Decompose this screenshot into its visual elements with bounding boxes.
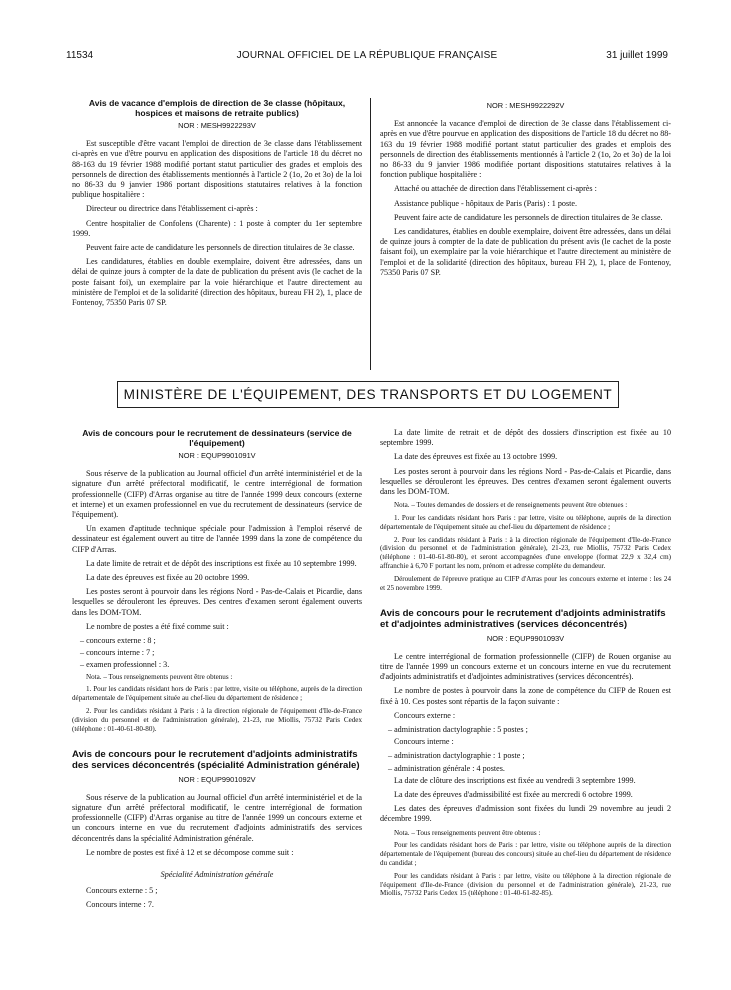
paragraph: Le nombre de postes est fixé à 12 et se décompose comme suit :: [86, 847, 294, 857]
nota-paragraph: Pour les candidats résidant hors de Paris : par lettre, visite ou téléphone auprès de la direction départementale de l'équipement (bureau des concours) située au chef-lieu du département de résidence du candidat ;: [380, 841, 671, 868]
nota-paragraph: Nota. – Tous renseignements peuvent être obtenus :: [86, 672, 233, 681]
notice-heading: Avis de concours pour le recrutement d'adjoints administratifs et d'adjointes administratives (services déconcentrés): [380, 608, 666, 630]
paragraph: Peuvent faire acte de candidature les personnels de direction titulaires de 3e classe.: [394, 212, 663, 222]
subheading: Spécialité Administration générale: [160, 870, 274, 880]
column-divider: [370, 98, 371, 370]
nor-reference: NOR : MESH9922292V: [486, 101, 565, 110]
list-item: – concours interne : 7 ;: [80, 648, 155, 658]
paragraph: Le nombre de postes à pourvoir dans la zone de compétence du CIFP de Rouen est fixé à 10. Ces postes sont répartis de la façon suivante :: [380, 686, 671, 706]
notice-heading: Avis de vacance d'emplois de direction de 3e classe (hôpitaux, hospices et maisons de retraite publics): [88, 98, 346, 118]
journal-title: JOURNAL OFFICIEL DE LA RÉPUBLIQUE FRANÇAISE: [236, 50, 498, 61]
nor-reference: NOR : MESH9922293V: [178, 121, 256, 130]
paragraph: La date des épreuves d'admissibilité est fixée au mercredi 6 octobre 1999.: [394, 790, 633, 800]
notice-heading: Avis de concours pour le recrutement de dessinateurs (service de l'équipement): [82, 428, 352, 448]
nota-paragraph: Nota. – Tous renseignements peuvent être obtenus :: [394, 828, 541, 837]
paragraph: Les dates des épreuves d'admission sont fixées du lundi 29 novembre au jeudi 2 décembre 1999.: [380, 804, 671, 824]
notice-right-bottom: [380, 428, 671, 902]
nor-reference: NOR : EQUP9901091V: [178, 451, 256, 460]
nota-paragraph: 1. Pour les candidats résidant hors de Paris : par lettre, visite ou téléphone, auprès de la direction départementale de l'équipement située au chef-lieu du département de résidence ;: [72, 685, 362, 703]
paragraph: La date limite de retrait et de dépôt des inscriptions est fixée au 10 septembre 1999.: [86, 558, 357, 568]
paragraph: La date des épreuves est fixée au 13 octobre 1999.: [394, 452, 558, 462]
paragraph: Attaché ou attachée de direction dans l'établissement ci-après :: [394, 184, 597, 194]
list-item: – administration dactylographie : 1 poste ;: [388, 751, 525, 761]
paragraph: Les postes seront à pourvoir dans les régions Nord - Pas-de-Calais et Picardie, dans lesquelles se dérouleront les épreuves. Des centres d'examen seront également ouverts dans les DOM-TOM.: [380, 466, 671, 497]
paragraph: Est susceptible d'être vacant l'emploi de direction de 3e classe dans l'établissement ci-après en vue d'être pourvu en application des dispositions de l'article 18 du décret no 88-163 du 19 février 1988 modifié portant statut particulier des grades et emplois des personnels de direction des établissements mentionnés à l'article 2 (1o, 2o et 3o) de la loi no 86-33 du 9 janvier 1986 portant dispositions statutaires relatives à la fonction publique hospitalière :: [72, 139, 362, 200]
paragraph: La date de clôture des inscriptions est fixée au vendredi 3 septembre 1999.: [394, 775, 636, 785]
paragraph: Concours externe :: [394, 710, 456, 720]
paragraph: Directeur ou directrice dans l'établissement ci-après :: [86, 204, 258, 214]
paragraph: Les candidatures, établies en double exemplaire, doivent être adressées, dans un délai de quinze jours à compter de la date de publication du présent avis (le cachet de la poste faisant foi), un exemplaire par la voie hiérarchique et l'autre directement au ministère de l'emploi et de la solidarité (direction des hôpitaux, bureau FH 2), 1, place de Fontenoy, 75350 Paris 07 SP.: [72, 257, 362, 308]
nota-paragraph: 2. Pour les candidats résidant à Paris : à la direction régionale de l'équipement d'Ile-de-France (division du personnel et de l'administration générale), 21-23, rue Miollis, 75732 Paris Cedex (téléphone : 01-40-61-80-80).: [72, 707, 362, 733]
paragraph: La date limite de retrait et de dépôt des dossiers d'inscription est fixée au 10 septembre 1999.: [380, 428, 671, 448]
nota-paragraph: Déroulement de l'épreuve pratique au CIFP d'Arras pour les concours externe et interne : les 24 et 25 novembre 1999.: [380, 574, 671, 592]
paragraph: Le nombre de postes a été fixé comme suit :: [86, 621, 229, 631]
notice-left-top: [72, 98, 362, 312]
paragraph: Un examen d'aptitude technique spéciale pour l'admission à l'emploi réservé de dessinateur est également ouvert au titre de l'année 1999 dans la zone de compétence du CIFP d'Arras.: [72, 524, 362, 554]
paragraph: Concours externe : 5 ;: [86, 886, 158, 896]
notice-right-top: [380, 98, 671, 282]
list-item: – administration dactylographie : 5 postes ;: [388, 725, 528, 734]
list-item: – administration générale : 4 postes.: [388, 763, 505, 773]
nor-reference: NOR : EQUP9901093V: [486, 633, 565, 643]
paragraph: Les postes seront à pourvoir dans les régions Nord - Pas-de-Calais et Picardie, dans lesquelles se dérouleront les épreuves. Des centres d'examen seront également ouverts dans les DOM-TOM.: [72, 587, 362, 617]
paragraph: Est annoncée la vacance d'emploi de direction de 3e classe dans l'établissement ci-après en vue d'être pourvue en application des dispositions de l'article 18 du décret no 88-163 du 19 février 1988 modifié portant statut particulier des grades et emplois des personnels de direction des établissements mentionnés à l'article 2 (1o, 2o et 3o) de la loi no 86-33 du 9 janvier 1986 modifiée portant dispositions statutaires relatives à la fonction publique hospitalière :: [380, 119, 671, 180]
paragraph: Peuvent faire acte de candidature les personnels de direction titulaires de 3e classe.: [86, 243, 355, 253]
nota-paragraph: Pour les candidats résidant à Paris : par lettre, visite ou téléphone à la direction régionale de l'équipement d'Ile-de-France (division du personnel et de l'administration générale), 21-23, rue Miollis, 75732 Paris Cedex 15 (téléphone : 01-40-61-82-85).: [380, 871, 671, 898]
notice-heading: Avis de concours pour le recrutement d'adjoints administratifs des services déconcentrés (spécialité Administration générale): [72, 749, 360, 772]
paragraph: Sous réserve de la publication au Journal officiel d'un arrêté interministériel et de la signature d'un arrêté préfectoral modificatif, le centre interrégional de formation professionnelle (CIFP) d'Arras organise au titre de l'année 1999 deux concours (externe et interne) et un examen professionnel en vue du recrutement de dessinateurs (service de l'équipement).: [72, 469, 362, 520]
nota-paragraph: 1. Pour les candidats résidant hors Paris : par lettre, visite ou téléphone, auprès de la direction départementale de l'équipement située au chef-lieu du département de résidence ;: [380, 514, 671, 531]
paragraph: Concours interne : 7.: [86, 900, 154, 910]
paragraph: Le centre interrégional de formation professionnelle (CIFP) de Rouen organise au titre de l'année 1999 un concours externe et un concours interne en vue du recrutement d'adjoints administratifs et d'adjointes administratives (services déconcentrés).: [380, 651, 671, 682]
paragraph: Assistance publique - hôpitaux de Paris (Paris) : 1 poste.: [394, 198, 577, 208]
notice-left-bottom: [72, 428, 362, 915]
paragraph: Sous réserve de la publication au Journal officiel d'un arrêté interministériel et de la signature d'un arrêté préfectoral modificatif, le centre interrégional de formation professionnelle (CIFP) d'Arras organise au titre de l'année 1999 un concours externe et un concours interne en vue du recrutement d'adjoints administratifs des services déconcentrés dans la spécialité Administration générale.: [72, 792, 362, 843]
issue-date: 31 juillet 1999: [606, 50, 668, 61]
nor-reference: NOR : EQUP9901092V: [178, 774, 256, 784]
paragraph: Centre hospitalier de Confolens (Charente) : 1 poste à compter du 1er septembre 1999.: [72, 218, 362, 238]
list-item: – concours externe : 8 ;: [80, 636, 156, 646]
paragraph: Concours interne :: [394, 737, 454, 747]
nota-paragraph: Nota. – Toutes demandes de dossiers et de renseignements peuvent être obtenues :: [394, 501, 628, 510]
page-number: 11534: [66, 50, 94, 61]
ministry-banner: MINISTÈRE DE L'ÉQUIPEMENT, DES TRANSPORTS ET DU LOGEMENT: [117, 381, 619, 408]
list-item: – examen professionnel : 3.: [80, 660, 170, 670]
paragraph: Les candidatures, établies en double exemplaire, doivent être adressées, dans un délai de quinze jours à compter de la date de publication du présent avis (le cachet de la poste faisant foi), un exemplaire par la voie hiérarchique et l'autre directement au ministère de l'emploi et de la solidarité (direction des hôpitaux, bureau FH 2), 1, place de Fontenoy, 75350 Paris 07 SP.: [380, 227, 671, 277]
paragraph: La date des épreuves est fixée au 20 octobre 1999.: [86, 573, 250, 583]
nota-paragraph: 2. Pour les candidats résidant à Paris : à la direction régionale de l'équipement d'Ile-de-France (division du personnel et de l'administration générale), 21-23, rue Miollis, 75732 Paris Cedex (téléphone : 01-40-61-80-80), et seront accompagnées d'une enveloppe (format 22,9 x 32,4 cm) affranchie à 6,70 F portant les nom, prénom et adresse complète du demandeur.: [380, 535, 671, 570]
page-header: [66, 50, 668, 66]
